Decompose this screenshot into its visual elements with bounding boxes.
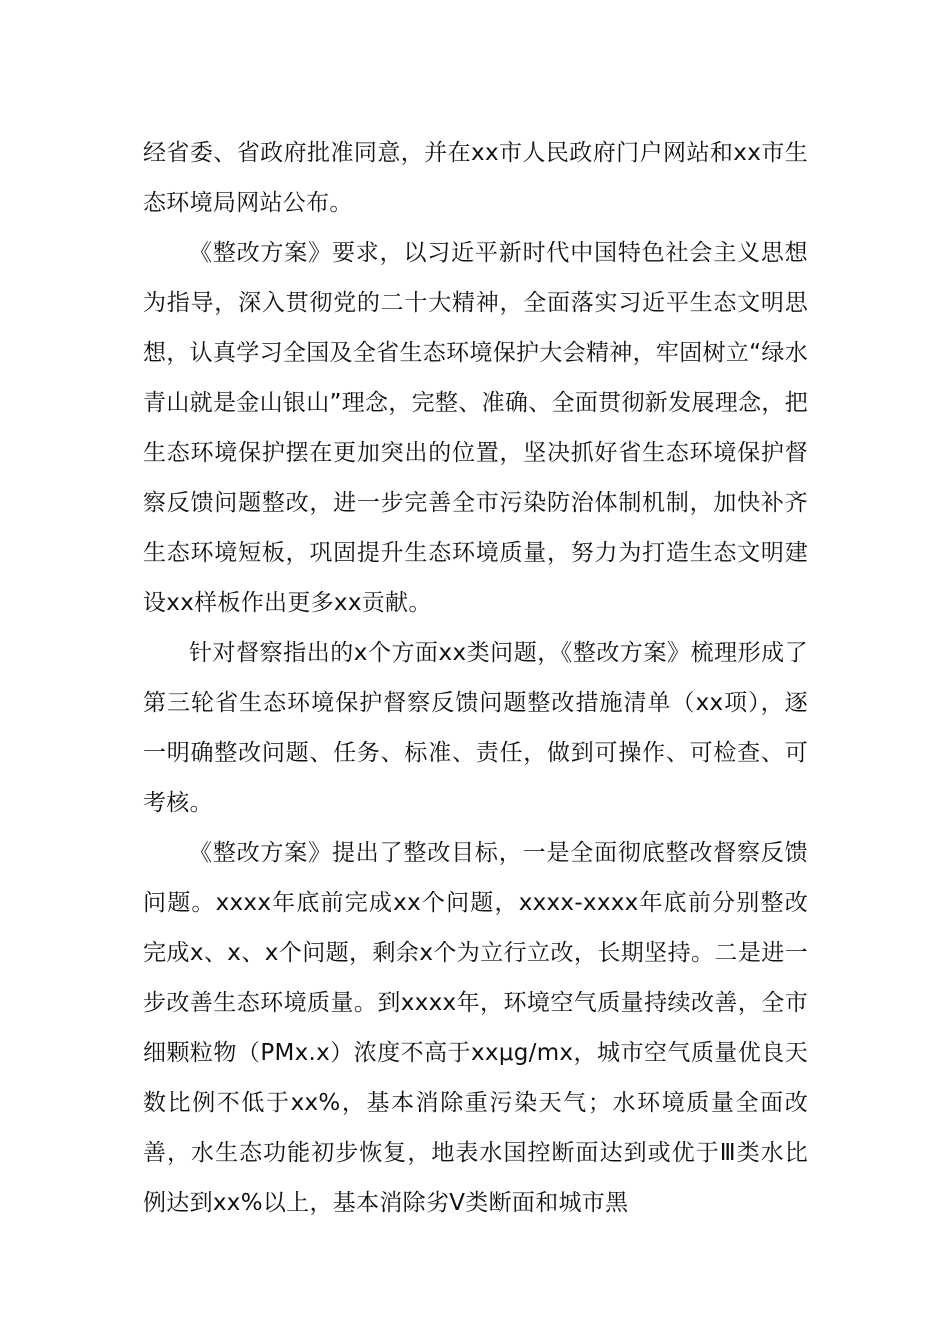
document-body [143, 128, 808, 1228]
paragraph-targets: 《整改方案》提出了整改目标，一是全面彻底整改督察反馈问题。xxxx年底前完成xx个问题，xxxx-xxxx年底前分别整改完成x、x、x个问题，剩余x个为立行立改，长期坚持。二是进一步改善生态环境质量。到xxxx年，环境空气质量持续改善，全市细颗粒物（PMx.x）浓度不高于xxμg/mx，城市空气质量优良天数比例不低于xx%，基本消除重污染天气；水环境质量全面改善，水生态功能初步恢复，地表水国控断面达到或优于Ⅲ类水比例达到xx%以上，基本消除劣Ⅴ类断面和城市黑 [143, 840, 808, 1216]
paragraph-continuation: 经省委、省政府批准同意，并在xx市人民政府门户网站和xx市生态环境局网站公布。 [143, 140, 808, 216]
paragraph-requirements: 《整改方案》要求，以习近平新时代中国特色社会主义思想为指导，深入贯彻党的二十大精神，全面落实习近平生态文明思想，认真学习全国及全省生态环境保护大会精神，牢固树立“绿水青山就是金山银山”理念，完整、准确、全面贯彻新发展理念，把生态环境保护摆在更加突出的位置，坚决抓好省生态环境保护督察反馈问题整改，进一步完善全市污染防治体制机制，加快补齐生态环境短板，巩固提升生态环境质量，努力为打造生态文明建设xx样板作出更多xx贡献。 [143, 240, 808, 616]
paragraph-measures-list: 针对督察指出的x个方面xx类问题，《整改方案》梳理形成了第三轮省生态环境保护督察反馈问题整改措施清单（xx项），逐一明确整改问题、任务、标准、责任，做到可操作、可检查、可考核。 [143, 640, 808, 816]
